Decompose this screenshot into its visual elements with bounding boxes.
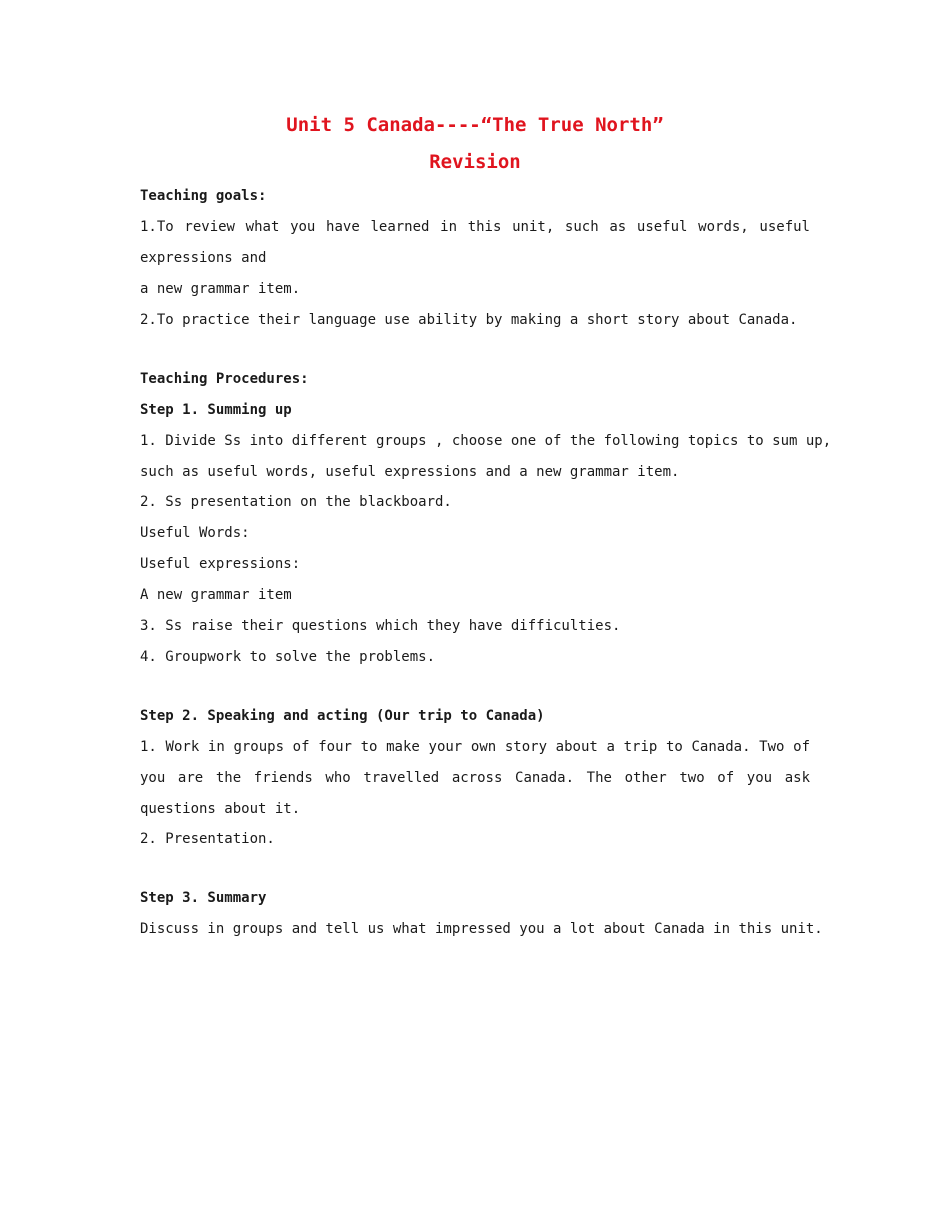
goal-1-line-2: expressions and [140,250,267,266]
useful-words-label: Useful Words: [140,525,250,541]
step-1-item-4: 4. Groupwork to solve the problems. [140,649,436,665]
goal-1-line-1: 1.To review what you have learned in this unit, such as useful words, useful [140,219,810,235]
step-1-heading: Step 1. Summing up [140,402,292,418]
step-2-item-1-line-3: questions about it. [140,801,301,817]
document-title: Unit 5 Canada----“The True North” [286,114,664,136]
step-3-text: Discuss in groups and tell us what impressed you a lot about Canada in this unit. [140,921,823,937]
step-1-item-2: 2. Ss presentation on the blackboard. [140,494,452,510]
goal-1-line-3: a new grammar item. [140,281,301,297]
step-1-item-3: 3. Ss raise their questions which they have difficulties. [140,618,621,634]
useful-expressions-label: Useful expressions: [140,556,301,572]
step-2-item-1-line-2: you are the friends who travelled across Canada. The other two of you ask [140,770,810,786]
step-1-item-1-line-1: 1. Divide Ss into different groups , choose one of the following topics to sum up, [140,433,832,449]
step-2-heading: Step 2. Speaking and acting (Our trip to Canada) [140,708,545,724]
goals-heading: Teaching goals: [140,188,267,204]
step-2-item-1-line-1: 1. Work in groups of four to make your own story about a trip to Canada. Two of [140,739,810,755]
step-1-item-1-line-2: such as useful words, useful expressions and a new grammar item. [140,464,680,480]
goal-2: 2.To practice their language use ability by making a short story about Canada. [140,312,798,328]
procedures-heading: Teaching Procedures: [140,371,309,387]
step-3-heading: Step 3. Summary [140,890,267,906]
step-2-item-2: 2. Presentation. [140,831,275,847]
document-subtitle: Revision [429,151,521,173]
grammar-item-label: A new grammar item [140,587,292,603]
